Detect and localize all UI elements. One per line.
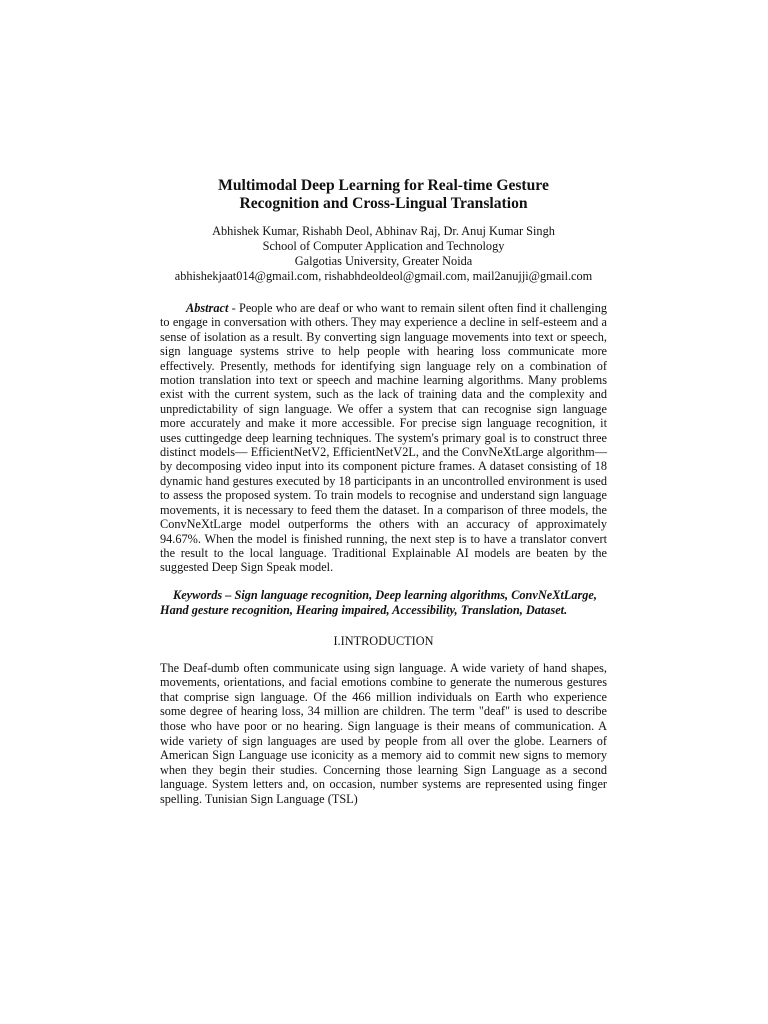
author-emails: abhishekjaat014@gmail.com, rishabhdeoldeol@gmail.com, mail2anujji@gmail.com xyxy=(174,269,593,283)
author-names: Abhishek Kumar, Rishabh Deol, Abhinav Raj, Dr. Anuj Kumar Singh xyxy=(212,224,555,238)
abstract xyxy=(160,301,607,575)
abstract-separator: - xyxy=(228,301,239,315)
keywords: Keywords – Sign language recognition, Deep learning algorithms, ConvNeXtLarge, Hand gesture recognition, Hearing impaired, Accessibility, Translation, Dataset. xyxy=(160,587,597,618)
abstract-text: People who are deaf or who want to remain silent often find it challenging to engage in conversation with others. They may experience a decline in self-esteem and a sense of isolation as a result. By converting sign language movements into text or speech, sign language systems strive to help people with hearing loss communicate more effectively. Presently, methods for identifying sign language rely on a combination of motion translation into text or speech and machine learning algorithms. Many problems exist with the current system, such as the lack of training data and the complexity and unpredictability of sign language. We offer a system that can recognise sign language more accurately and make it more accessible. For precise sign language recognition, it uses cuttingedge deep learning techniques. The system's primary goal is to construct three distinct models— EfficientNetV2, EfficientNetV2L, and the ConvNeXtLarge algorithm—by decomposing video input into its component picture frames. A dataset consisting of 18 dynamic hand gestures executed by 18 participants in an uncontrolled environment is used to assess the proposed system. To train models to recognise and understand sign language movements, it is necessary to feed them the dataset. In a comparison of three models, the ConvNeXtLarge model outperforms the others with an accuracy of approximately 94.67%. When the model is finished running, the next step is to have a translator convert the result to the local language. Traditional Explainable AI models are beaten by the suggested Deep Sign Speak model. xyxy=(160,301,607,575)
paper-title xyxy=(160,177,607,213)
paper-title-line-2: Recognition and Cross-Lingual Translation xyxy=(239,195,528,212)
paper-page xyxy=(160,177,607,806)
section-heading-introduction: I.INTRODUCTION xyxy=(333,633,434,648)
paper-title-line-1: Multimodal Deep Learning for Real-time Gesture xyxy=(218,177,549,194)
introduction-paragraph: The Deaf-dumb often communicate using sign language. A wide variety of hand shapes, movements, orientations, and facial emotions combine to generate the numerous gestures that comprise sign language. Of the 466 million individuals on Earth who experience some degree of hearing loss, 34 million are children. The term "deaf" is used to describe those who have poor or no hearing. Sign language is their means of communication. A wide variety of sign languages are used by people from all over the globe. Learners of American Sign Language use iconicity as a memory aid to commit new signs to memory when they begin their studies. Concerning those learning Sign Language as a second language. System letters and, on occasion, number systems are represented using finger spelling. Tunisian Sign Language (TSL) xyxy=(160,660,607,806)
author-institution: Galgotias University, Greater Noida xyxy=(294,254,473,268)
abstract-label: Abstract xyxy=(186,301,229,315)
author-department: School of Computer Application and Technology xyxy=(262,239,505,253)
author-block xyxy=(160,224,607,284)
